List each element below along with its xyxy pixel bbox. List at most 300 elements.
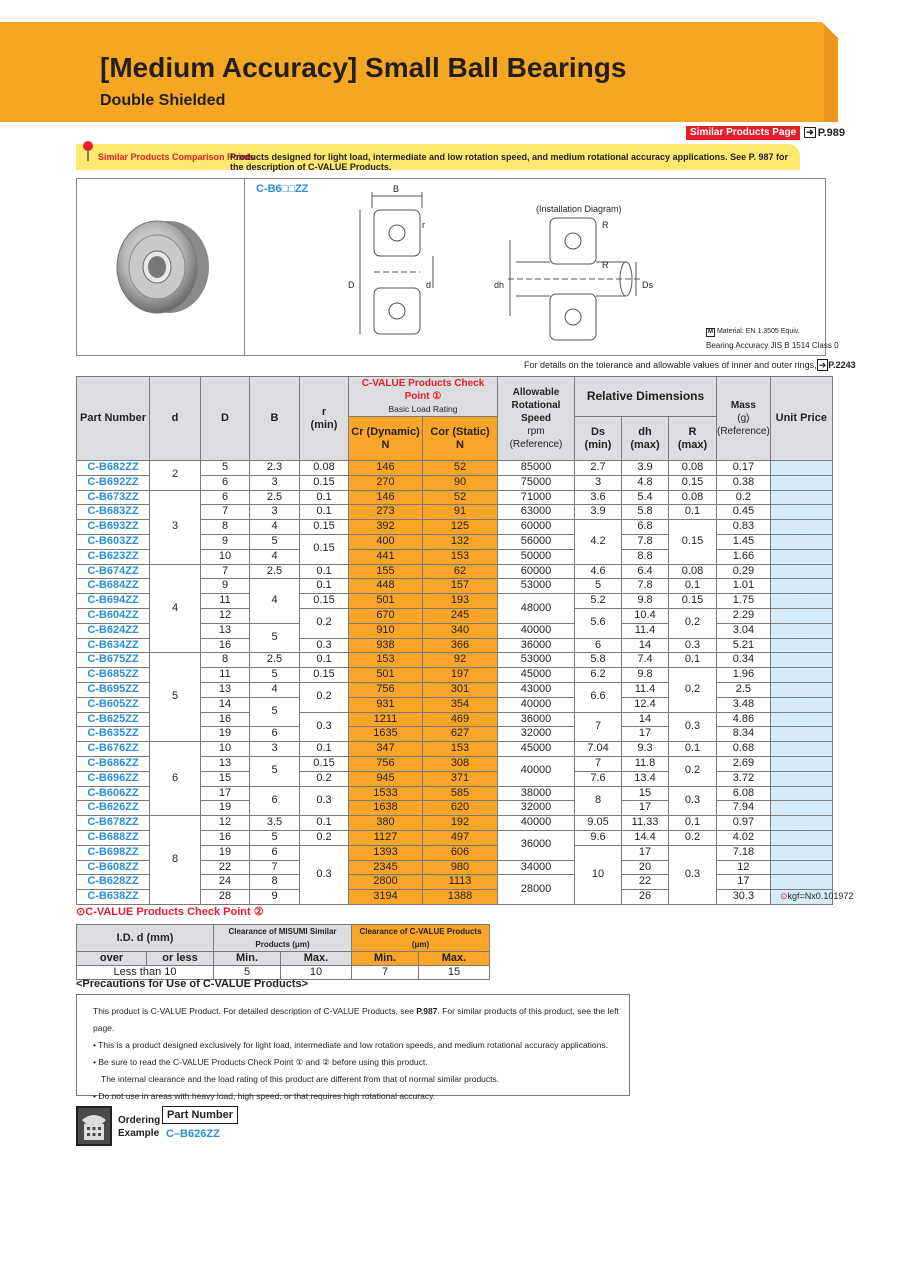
table-cell: 1388	[423, 890, 498, 905]
table-cell: 16	[201, 830, 250, 845]
unit-price-cell[interactable]	[770, 608, 832, 623]
table-cell: 670	[349, 608, 423, 623]
unit-price-cell[interactable]	[770, 520, 832, 535]
table-row	[77, 564, 833, 579]
header-part-number: Part Number	[77, 377, 150, 461]
unit-price-cell[interactable]	[770, 830, 832, 845]
table-cell: 12.4	[622, 697, 669, 712]
misumi-clearance-header: Clearance of MISUMI Similar Products (μm)	[214, 925, 352, 952]
table-cell: 6	[201, 490, 250, 505]
table-cell: 38000	[498, 786, 575, 801]
unit-price-cell[interactable]	[770, 771, 832, 786]
similar-products-button[interactable]: Similar Products Page	[686, 126, 800, 140]
part-number-cell[interactable]: C-B692ZZ	[77, 475, 150, 490]
header-cv-check: C-VALUE Products Check Point ① Basic Load Rating	[349, 377, 498, 417]
table-cell: 60000	[498, 520, 575, 535]
table-cell: 52	[423, 461, 498, 476]
dim-D-label: D	[348, 280, 355, 290]
table-cell: 0.3	[669, 845, 717, 904]
table-cell: 8.8	[622, 549, 669, 564]
table-cell: 40000	[498, 756, 575, 786]
unit-price-cell[interactable]	[770, 475, 832, 490]
part-number-cell[interactable]: C-B696ZZ	[77, 771, 150, 786]
misumi-max-header: Max.	[281, 952, 352, 966]
table-cell: 938	[349, 638, 423, 653]
bearing-diagram	[340, 180, 700, 350]
table-cell: 20	[622, 860, 669, 875]
unit-price-cell[interactable]	[770, 697, 832, 712]
table-cell: 4	[150, 564, 201, 653]
table-cell: 0.2	[300, 771, 349, 786]
table-cell: 6	[250, 727, 300, 742]
header-D: D	[201, 377, 250, 461]
part-number-cell[interactable]: C-B674ZZ	[77, 564, 150, 579]
table-cell: 6.4	[622, 564, 669, 579]
table-cell: 17	[717, 875, 771, 890]
table-cell: 10	[201, 742, 250, 757]
part-number-cell[interactable]: C-B625ZZ	[77, 712, 150, 727]
ordering-example-label: Ordering Example	[118, 1115, 161, 1139]
tolerance-page[interactable]: P.2243	[828, 360, 856, 370]
table-cell: 1638	[349, 801, 423, 816]
unit-price-cell[interactable]	[770, 638, 832, 653]
table-cell: 6	[250, 786, 300, 816]
unit-price-cell[interactable]	[770, 579, 832, 594]
precaution-line-4: The internal clearance and the load rating of this product are different from that of normal similar products.	[101, 1074, 500, 1084]
table-cell: 6.08	[717, 786, 771, 801]
bearing-photo-icon	[77, 179, 245, 355]
material-icon: M	[708, 329, 713, 335]
table-cell: 0.3	[300, 786, 349, 816]
table-cell: 606	[423, 845, 498, 860]
table-cell: 3.9	[622, 461, 669, 476]
table-cell: 627	[423, 727, 498, 742]
table-cell: 6.2	[575, 668, 622, 683]
table-cell: 4.02	[717, 830, 771, 845]
table-cell: 931	[349, 697, 423, 712]
unit-price-cell[interactable]	[770, 742, 832, 757]
table-cell: 0.1	[300, 816, 349, 831]
part-number-cell[interactable]: C-B604ZZ	[77, 608, 150, 623]
part-number-cell[interactable]: C-B623ZZ	[77, 549, 150, 564]
page-title: [Medium Accuracy] Small Ball Bearings	[100, 52, 627, 83]
table-cell: 19	[201, 801, 250, 816]
table-cell: 4	[250, 579, 300, 623]
unit-price-cell[interactable]	[770, 712, 832, 727]
table-cell: 17	[622, 727, 669, 742]
part-number-cell[interactable]: C-B694ZZ	[77, 594, 150, 609]
table-cell: 9.6	[575, 830, 622, 845]
table-cell: 7	[575, 712, 622, 742]
unit-price-cell[interactable]	[770, 534, 832, 549]
table-cell: 0.1	[669, 653, 717, 668]
precaution-line-3: • Be sure to read the C-VALUE Products Check Point ① and ② before using this product.	[93, 1057, 428, 1067]
table-cell: 7.6	[575, 771, 622, 786]
table-cell: 8	[575, 786, 622, 816]
table-cell: 0.97	[717, 816, 771, 831]
table-cell: 4.86	[717, 712, 771, 727]
table-cell: 40000	[498, 623, 575, 638]
table-cell: 48000	[498, 594, 575, 624]
table-cell: 4.2	[575, 520, 622, 564]
table-cell: 12	[717, 860, 771, 875]
part-number-cell[interactable]: C-B683ZZ	[77, 505, 150, 520]
part-number-cell[interactable]: C-B608ZZ	[77, 860, 150, 875]
unit-price-cell[interactable]	[770, 594, 832, 609]
cross-section-diagram	[360, 192, 433, 334]
dim-R-label-top: R	[602, 220, 609, 230]
part-number-cell[interactable]: C-B628ZZ	[77, 875, 150, 890]
table-cell: 13	[201, 682, 250, 697]
cvalue-clearance-header: Clearance of C-VALUE Products (μm)	[352, 925, 490, 952]
unit-price-cell[interactable]	[770, 490, 832, 505]
table-cell: 197	[423, 668, 498, 683]
table-cell: 5	[250, 830, 300, 845]
table-cell: 153	[423, 742, 498, 757]
header-d: d	[150, 377, 201, 461]
table-cell: 11	[201, 594, 250, 609]
table-cell: 0.1	[300, 564, 349, 579]
table-cell: 6	[201, 475, 250, 490]
table-cell: 8	[201, 653, 250, 668]
table-cell: 1.96	[717, 668, 771, 683]
cv-min-cell: 7	[352, 966, 419, 980]
table-cell: 26	[622, 890, 669, 905]
table-cell: 3.04	[717, 623, 771, 638]
table-cell: 9.05	[575, 816, 622, 831]
table-cell: 5.21	[717, 638, 771, 653]
header-mass: Mass (g) (Reference)	[717, 377, 771, 461]
table-cell: 146	[349, 490, 423, 505]
unit-price-cell[interactable]	[770, 756, 832, 771]
table-row	[77, 653, 833, 668]
table-cell: 501	[349, 668, 423, 683]
table-cell: 50000	[498, 549, 575, 564]
table-cell: 347	[349, 742, 423, 757]
table-cell: 10	[201, 549, 250, 564]
part-number-cell[interactable]: C-B675ZZ	[77, 653, 150, 668]
clearance-table	[76, 924, 490, 980]
table-cell: 60000	[498, 564, 575, 579]
table-cell: 8	[250, 875, 300, 890]
table-cell: 3.5	[250, 816, 300, 831]
product-photo	[77, 179, 245, 355]
table-cell: 5.8	[575, 653, 622, 668]
unit-price-cell[interactable]	[770, 668, 832, 683]
table-cell: 8	[201, 520, 250, 535]
bearing-spec-table	[76, 376, 833, 905]
table-cell: 153	[349, 653, 423, 668]
table-cell: 6	[150, 742, 201, 816]
unit-price-cell[interactable]	[770, 816, 832, 831]
table-cell: 4	[250, 520, 300, 535]
table-cell: 2345	[349, 860, 423, 875]
table-cell: 8	[150, 816, 201, 905]
table-cell: 0.45	[717, 505, 771, 520]
table-cell: 5	[250, 534, 300, 549]
table-cell: 0.68	[717, 742, 771, 757]
table-cell: 0.3	[669, 712, 717, 742]
accuracy-note: Bearing Accuracy JIS B 1514 Class 0	[706, 341, 839, 350]
table-cell: 245	[423, 608, 498, 623]
table-cell: 3	[150, 490, 201, 564]
table-cell: 441	[349, 549, 423, 564]
table-cell: 45000	[498, 668, 575, 683]
pushpin-icon	[80, 140, 96, 162]
precaution-line-1: This product is C-VALUE Product. For detailed description of C-VALUE Products, see P.987. For similar products of this product, see the left page.	[93, 1006, 619, 1033]
page-arrow-icon: ➜	[818, 360, 827, 370]
table-cell: 0.3	[300, 638, 349, 653]
table-cell: 4.8	[622, 475, 669, 490]
unit-price-cell[interactable]	[770, 845, 832, 860]
table-cell: 7	[201, 505, 250, 520]
table-cell: 0.15	[300, 668, 349, 683]
table-cell: 8.34	[717, 727, 771, 742]
part-number-cell[interactable]: C-B638ZZ	[77, 890, 150, 905]
precaution-line-5: • Do not use in areas with heavy load, high speed, or that requires high rotational accuracy.	[93, 1091, 436, 1101]
table-cell: 0.3	[669, 638, 717, 653]
table-cell: 0.08	[669, 564, 717, 579]
part-number-cell[interactable]: C-B634ZZ	[77, 638, 150, 653]
table-cell: 0.1	[300, 490, 349, 505]
unit-price-cell[interactable]	[770, 786, 832, 801]
unit-price-cell[interactable]	[770, 860, 832, 875]
spec-table-body	[77, 461, 833, 905]
header-speed: Allowable Rotational Speed rpm (Reference)	[498, 377, 575, 461]
or-less-header: or less	[147, 952, 214, 966]
table-cell: 85000	[498, 461, 575, 476]
table-cell: 91	[423, 505, 498, 520]
part-number-cell[interactable]: C-B676ZZ	[77, 742, 150, 757]
part-number-cell[interactable]: C-B678ZZ	[77, 816, 150, 831]
table-cell: 4	[250, 682, 300, 697]
table-cell: 11.4	[622, 623, 669, 638]
ordering-example-part: C–B626ZZ	[166, 1128, 220, 1140]
table-cell: 40000	[498, 816, 575, 831]
table-cell: 0.15	[300, 520, 349, 535]
table-cell: 16	[201, 712, 250, 727]
table-cell: 2.5	[250, 490, 300, 505]
table-cell: 0.3	[300, 845, 349, 904]
table-cell: 1.01	[717, 579, 771, 594]
table-cell: 12	[201, 608, 250, 623]
similar-products-page: P.989	[817, 126, 846, 139]
table-cell: 62	[423, 564, 498, 579]
table-cell: 1113	[423, 875, 498, 890]
table-cell: 14.4	[622, 830, 669, 845]
table-cell: 32000	[498, 801, 575, 816]
table-cell: 132	[423, 534, 498, 549]
table-cell: 2.5	[250, 564, 300, 579]
table-cell: 392	[349, 520, 423, 535]
table-cell: 7.18	[717, 845, 771, 860]
header-unit-price: Unit Price	[770, 377, 832, 461]
misumi-min-cell: 5	[214, 966, 281, 980]
table-cell: 0.29	[717, 564, 771, 579]
table-cell: 270	[349, 475, 423, 490]
table-cell: 34000	[498, 860, 575, 875]
table-cell: 3	[250, 742, 300, 757]
table-cell: 36000	[498, 638, 575, 653]
table-cell: 2.29	[717, 608, 771, 623]
table-cell: 0.1	[300, 579, 349, 594]
table-cell: 36000	[498, 830, 575, 860]
table-cell: 1393	[349, 845, 423, 860]
misumi-max-cell: 10	[281, 966, 352, 980]
table-cell: 5	[250, 668, 300, 683]
table-cell: 13	[201, 756, 250, 771]
table-cell: 15	[622, 786, 669, 801]
table-cell: 469	[423, 712, 498, 727]
unit-price-cell[interactable]	[770, 549, 832, 564]
table-cell: 10	[575, 845, 622, 904]
unit-price-cell[interactable]	[770, 564, 832, 579]
table-cell: 3	[575, 475, 622, 490]
precaution-line-2: • This is a product designed exclusively for light load, intermediate and low rotation speeds, and medium rotational accuracy applications.	[93, 1040, 608, 1050]
over-header: over	[77, 952, 147, 966]
table-cell: 36000	[498, 712, 575, 727]
table-cell: 7	[575, 756, 622, 771]
table-cell: 0.1	[669, 742, 717, 757]
table-cell: 308	[423, 756, 498, 771]
table-cell: 366	[423, 638, 498, 653]
table-cell: 756	[349, 756, 423, 771]
table-cell: 910	[349, 623, 423, 638]
part-number-cell[interactable]: C-B682ZZ	[77, 461, 150, 476]
table-cell: 2.5	[717, 682, 771, 697]
part-number-cell[interactable]: C-B695ZZ	[77, 682, 150, 697]
table-cell: 0.08	[669, 490, 717, 505]
table-cell: 22	[201, 860, 250, 875]
table-cell: 3194	[349, 890, 423, 905]
table-cell: 273	[349, 505, 423, 520]
part-number-cell[interactable]: C-B624ZZ	[77, 623, 150, 638]
table-cell: 9.3	[622, 742, 669, 757]
table-cell: 380	[349, 816, 423, 831]
part-number-cell[interactable]: C-B688ZZ	[77, 830, 150, 845]
table-cell: 0.1	[300, 742, 349, 757]
table-cell: 11	[201, 668, 250, 683]
unit-price-cell[interactable]	[770, 875, 832, 890]
table-cell: 5.2	[575, 594, 622, 609]
table-cell: 0.1	[669, 816, 717, 831]
table-cell: 7	[201, 564, 250, 579]
table-cell: 7.4	[622, 653, 669, 668]
header-cr: Cr (Dynamic) N	[349, 417, 423, 461]
precautions-title: <Precautions for Use of C-VALUE Products>	[76, 978, 309, 990]
table-cell: 7	[250, 860, 300, 875]
unit-price-cell[interactable]	[770, 727, 832, 742]
similar-products-page-ref[interactable]	[804, 127, 845, 139]
part-number-cell[interactable]: C-B605ZZ	[77, 697, 150, 712]
table-cell: 153	[423, 549, 498, 564]
part-number-cell[interactable]: C-B673ZZ	[77, 490, 150, 505]
table-cell: 0.2	[300, 830, 349, 845]
table-cell: 11.4	[622, 682, 669, 697]
dim-Ds-label: Ds	[642, 280, 653, 290]
table-cell: 3.48	[717, 697, 771, 712]
cv-min-header: Min.	[352, 952, 419, 966]
table-cell: 354	[423, 697, 498, 712]
table-cell: 14	[622, 712, 669, 727]
table-cell: 0.15	[669, 520, 717, 564]
check-point-2-title: ⊙C-VALUE Products Check Point ②	[76, 906, 264, 918]
part-number-cell[interactable]: C-B603ZZ	[77, 534, 150, 549]
dim-B-label: B	[393, 184, 400, 194]
table-cell: 28000	[498, 875, 575, 905]
unit-price-cell[interactable]	[770, 653, 832, 668]
part-number-cell[interactable]: C-B684ZZ	[77, 579, 150, 594]
precaution-page-ref[interactable]: P.987	[416, 1006, 438, 1016]
header-B: B	[250, 377, 300, 461]
model-label: C-B6□□ZZ	[256, 183, 309, 195]
part-number-cell[interactable]: C-B635ZZ	[77, 727, 150, 742]
table-cell: 17	[622, 801, 669, 816]
table-cell: 9	[250, 890, 300, 905]
table-cell: 53000	[498, 579, 575, 594]
page-arrow-icon: ➜	[806, 127, 814, 137]
table-cell: 11.8	[622, 756, 669, 771]
table-cell: 5	[250, 623, 300, 653]
table-row	[77, 490, 833, 505]
table-cell: 0.2	[669, 756, 717, 786]
table-cell: 0.15	[669, 475, 717, 490]
table-cell: 6.8	[622, 520, 669, 535]
part-number-cell[interactable]: C-B626ZZ	[77, 801, 150, 816]
similar-products-link[interactable]	[686, 125, 845, 140]
material-note	[706, 328, 800, 337]
part-number-box: Part Number	[162, 1106, 238, 1124]
table-cell: 125	[423, 520, 498, 535]
table-cell: 3	[250, 505, 300, 520]
table-cell: 6	[250, 845, 300, 860]
cv-max-header: Max.	[419, 952, 490, 966]
dim-dh-label: dh	[494, 280, 505, 290]
table-cell: 620	[423, 801, 498, 816]
table-cell: 5.4	[622, 490, 669, 505]
table-cell: 340	[423, 623, 498, 638]
table-cell: 5	[250, 756, 300, 786]
table-cell: 13.4	[622, 771, 669, 786]
table-cell: 5.6	[575, 608, 622, 638]
unit-price-cell[interactable]	[770, 682, 832, 697]
table-cell: 9.8	[622, 594, 669, 609]
part-number-cell[interactable]: C-B686ZZ	[77, 756, 150, 771]
table-cell: 71000	[498, 490, 575, 505]
table-cell: 5	[201, 461, 250, 476]
table-cell: 0.38	[717, 475, 771, 490]
part-number-cell[interactable]: C-B685ZZ	[77, 668, 150, 683]
unit-price-cell[interactable]	[770, 623, 832, 638]
comparison-bar	[76, 144, 800, 170]
table-cell: 14	[622, 638, 669, 653]
unit-price-cell[interactable]	[770, 505, 832, 520]
unit-price-cell[interactable]	[770, 461, 832, 476]
part-number-cell[interactable]: C-B693ZZ	[77, 520, 150, 535]
table-cell: 1.66	[717, 549, 771, 564]
table-cell: 14	[201, 697, 250, 712]
table-cell: 0.3	[669, 786, 717, 816]
table-cell: 0.15	[300, 475, 349, 490]
table-cell: 4.6	[575, 564, 622, 579]
unit-price-cell[interactable]	[770, 801, 832, 816]
part-number-cell[interactable]: C-B698ZZ	[77, 845, 150, 860]
comparison-text: Products designed for light load, intermediate and low rotation speed, and medium rotational accuracy applications. See P. 987 for the description of C-VALUE Products.	[230, 152, 788, 172]
part-number-cell[interactable]: C-B606ZZ	[77, 786, 150, 801]
table-cell: 448	[349, 579, 423, 594]
installation-label: (Installation Diagram)	[536, 204, 622, 214]
table-cell: 2800	[349, 875, 423, 890]
